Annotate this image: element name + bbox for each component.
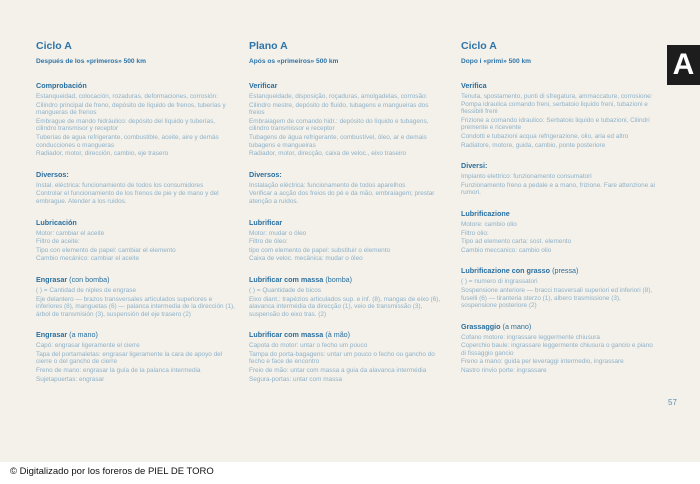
item: Motor: cambiar el aceite: [36, 229, 105, 237]
item: Tipo con elemento de papel: cambiar el elemento: [36, 246, 176, 254]
column-subtitle: Após os «primeiros» 500 km: [249, 58, 339, 65]
section-tab-letter: A: [667, 45, 700, 85]
item: Cofano motore: ingrassare leggermente chiusura: [461, 333, 600, 341]
item: Estanqueidad, colocación, rozaduras, deformaciones, corrosión:: [36, 93, 218, 100]
item: Embraiagem de comando hidr.: depósito do líquido e tubagens, cilindro transmissor e receptor: [249, 117, 429, 133]
item: Funzionamento freno a pedale e a mano, frizione. Fare attenzione ai rumori.: [461, 181, 655, 197]
column-subtitle: Después de los «primeros» 500 km: [36, 58, 146, 65]
item: Motore: cambio olio: [461, 220, 517, 228]
item: Radiador, motor, dirección, cambio, eje trasero: [36, 150, 169, 158]
section-diversi: [461, 161, 657, 197]
section-diversos: [36, 170, 236, 206]
section-engrasar-mano: [36, 330, 236, 383]
item: Eje delantero — brazos transversales articulados superiores e inferiores (8), manguetas (6) — palanca intermedia de la dirección (1), árbol de transmisión (3), suspensión del eje trasero (2): [36, 295, 235, 318]
item: Instalação eléctrica: funcionamento de todos aparelhos: [249, 181, 406, 189]
item: Frizione a comando idraulico: Serbatoio liquido e tubazioni, Cilindri premente e ricevente: [461, 116, 650, 132]
item: Estanqueidade, disposição, roçaduras, amolgadelas, corrosão:: [249, 93, 428, 100]
item: Condotti e tubazioni acqua refrigerazione, olio, aria ed altro: [461, 132, 629, 140]
section-heading: Verificar: [249, 81, 278, 90]
section-heading: Lubricación: [36, 217, 77, 227]
page-number: 57: [668, 398, 677, 407]
section-heading: Diversos:: [249, 169, 282, 179]
item: Motor: mudar o óleo: [249, 229, 307, 237]
column-title: Ciclo A: [461, 40, 497, 52]
section-massa-mao: [249, 330, 444, 383]
item: Caixa de veloc. mecânica: mudar o óleo: [249, 255, 363, 263]
section-heading: Lubrificazione con grasso (pressa): [461, 266, 579, 276]
item: Coperchio baule: ingrassare leggermente chiusura o gancio e piano di fissaggio gancio: [461, 342, 653, 357]
section-heading: Engrasar (con bomba): [36, 274, 110, 284]
footer-bar: [0, 462, 700, 484]
column-title: Plano A: [249, 40, 288, 52]
section-heading: Comprobación: [36, 81, 87, 90]
column-subtitle: Dopo i «primi» 500 km: [461, 58, 531, 65]
item: ( ) = numero di ingrassatori: [461, 278, 538, 286]
section-grassaggio-mano: [461, 322, 657, 375]
section-comprobacion: [36, 81, 236, 158]
section-lubrificazione: [461, 209, 657, 254]
section-verifica: [461, 81, 657, 149]
section-lubricacion: [36, 218, 236, 263]
section-verificar: [249, 81, 444, 158]
section-grasso-pressa: [461, 266, 657, 309]
item: Sujetapuertas: engrasar: [36, 375, 105, 383]
item: Cilindro mestre, depósito do fluído, tubagens e mangueiras dos freios: [249, 101, 429, 117]
item: Nastro rinvio porte: ingrassare: [461, 367, 547, 375]
item: Embrague de mando hidráulico: depósito del líquido y tuberías, cilindro transmisor y receptor: [36, 117, 216, 133]
item: Freio de mão: untar com massa a guia da alavanca intermédia: [249, 367, 427, 375]
item: Capota do motor: untar o fecho um pouco: [249, 342, 368, 350]
item: ( ) = Cantidad de niples de engrase: [36, 286, 137, 294]
section-massa-bomba: [249, 275, 444, 318]
item: Filtro de óleo:: [249, 238, 288, 246]
section-heading: Lubrificar: [249, 217, 283, 227]
section-heading: Lubrificazione: [461, 208, 510, 218]
section-diversos: [249, 170, 444, 206]
item: Verificar a acção dos freios do pé e da mão, embraiagem; prestar atenção a ruídos.: [249, 190, 435, 205]
column-portuguese: [249, 40, 444, 395]
item: tipo com elemento de papel: substituir o elemento: [249, 246, 391, 254]
item: Radiatore, motore, guida, cambio, ponte posteriore: [461, 141, 606, 149]
section-engrasar-bomba: [36, 275, 236, 318]
section-heading: Verifica: [461, 81, 487, 90]
item: Sospensione anteriore — bracci trasversali superiori ed inferiori (8), fuselli (6) — tiranteria sterzo (1), albero trasmissione (3), sospensione posteriore (2): [461, 286, 653, 310]
item: Instal. eléctrica: funcionamiento de todos los consumidores: [36, 181, 204, 189]
section-heading: Grassaggio (a mano): [461, 321, 532, 331]
item: Capó: engrasar ligeramente el cierre: [36, 342, 140, 350]
section-heading: Lubrificar com massa (bomba): [249, 274, 353, 284]
column-title: Ciclo A: [36, 40, 72, 52]
item: ( ) = Quantidade de bicos: [249, 286, 321, 294]
section-heading: Diversi:: [461, 161, 488, 171]
item: Cilindro principal de freno, depósito de líquido de frenos, tuberías y mangueras de frenos: [36, 101, 226, 117]
footer-credit: © Digitalizado por los foreros de PIEL DE TORO: [10, 466, 214, 477]
item: Tipo ad elemento carta: sost. elemento: [461, 238, 572, 246]
item: Eixo diant.: trapézios articulados sup. e inf. (8), mangas de eixo (6), alavanca intermédia da direcção (1), veio de transmissão (3), suspensão do eixo tras. (2): [249, 295, 441, 318]
item: Cambio meccanico: cambio olio: [461, 246, 552, 254]
section-heading: Engrasar (a mano): [36, 330, 98, 340]
item: Tenuta, spostamento, punti di sfregatura, ammaccature, corrosione: Pompa idraulica comando freni, serbatoio liquido freni, tubazioni e flessibili freni: [461, 93, 653, 116]
item: Tuberías de agua refrigerante, combustible, aceite, aire y demás conducciones o mangueras: [36, 133, 219, 149]
item: Controlar el funcionamiento de los frenos de pie y de mano y del embrague. Atender a los ruidos.: [36, 190, 219, 205]
item: Filtro de aceite:: [36, 238, 80, 246]
item: Cambio mecánico: cambiar el aceite: [36, 255, 140, 263]
section-heading: Diversos:: [36, 169, 69, 179]
section-heading: Lubrificar com massa (à mão): [249, 330, 351, 340]
item: Freno de mano: engrasar la guía de la palanca intermedia: [36, 367, 201, 375]
item: Tampa do porta-bagagens: untar um pouco o fecho ou gancho do fecho e face de encontro: [249, 350, 435, 366]
item: Tubagens de água refrigerante, combustível, óleo, ar e demais tubagens e mangueiras: [249, 133, 427, 149]
item: Tapa del portamaletas: engrasar ligeramente la cara de apoyo del cierre o del gancho de cierre: [36, 350, 223, 366]
item: Filtro olio:: [461, 229, 489, 237]
item: Freno a mano: guida per leveraggi intermedio, ingrassare: [461, 358, 624, 366]
item: Radiador, motor, direcção, caixa de veloc., eixo traseiro: [249, 150, 407, 158]
column-italian: [461, 40, 657, 387]
item: Impianto elettrico: funzionamento consumatori: [461, 173, 592, 181]
item: Segura-portas: untar com massa: [249, 375, 343, 383]
column-spanish: [36, 40, 236, 395]
section-lubrificar: [249, 218, 444, 263]
